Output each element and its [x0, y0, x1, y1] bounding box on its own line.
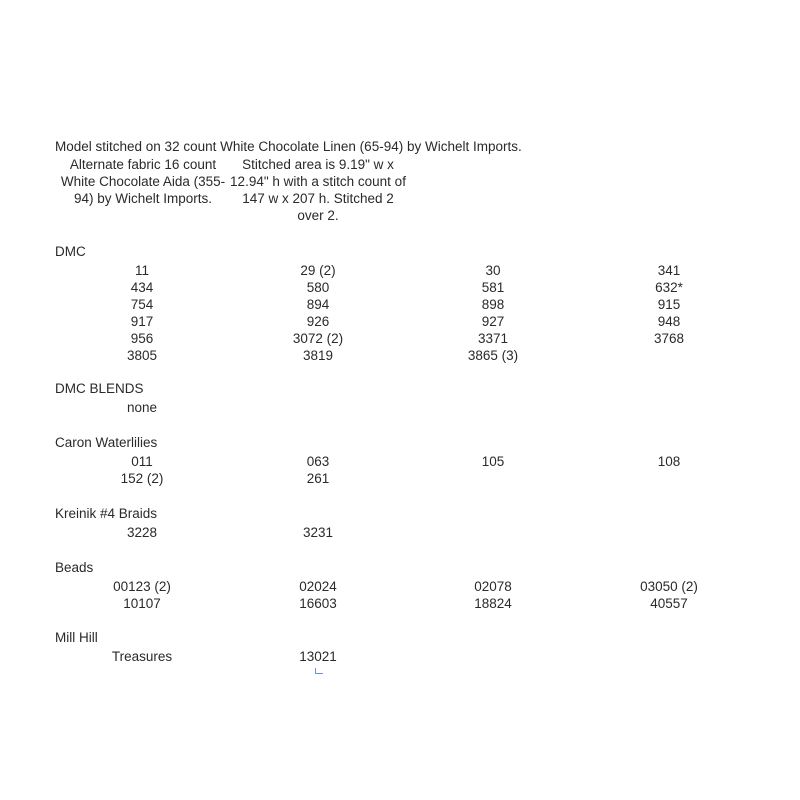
section-title-dmc: DMC — [55, 244, 86, 259]
thread-cell: 754 — [130, 297, 154, 312]
thread-cell: 3371 — [477, 331, 509, 346]
table-row — [55, 648, 755, 665]
thread-cell: 152 (2) — [120, 471, 164, 486]
dmc-grid — [55, 262, 755, 364]
table-row — [55, 470, 755, 487]
bead-cell: 18824 — [474, 596, 512, 611]
thread-cell: 927 — [481, 314, 505, 329]
thread-cell: 3072 (2) — [292, 331, 344, 346]
thread-cell: 956 — [130, 331, 154, 346]
thread-cell: 632* — [655, 280, 683, 295]
thread-cell: 3819 — [302, 348, 334, 363]
thread-cell: 898 — [481, 297, 505, 312]
thread-cell: 108 — [657, 454, 681, 469]
thread-cell: none — [126, 400, 158, 415]
thread-cell: 341 — [657, 263, 681, 278]
section-title-dmc-blends: DMC BLENDS — [55, 381, 144, 396]
thread-cell: 105 — [481, 454, 505, 469]
table-row — [55, 399, 755, 416]
thread-cell: 926 — [306, 314, 330, 329]
text-cursor-mark — [315, 668, 323, 674]
thread-cell: 915 — [657, 297, 681, 312]
bead-cell: 10107 — [123, 596, 161, 611]
thread-cell: 948 — [657, 314, 681, 329]
thread-cell: 3228 — [126, 525, 158, 540]
table-row — [55, 453, 755, 470]
thread-cell: 011 — [131, 454, 153, 469]
bead-cell: 00123 (2) — [113, 579, 171, 594]
alternate-fabric-note: Alternate fabric 16 count White Chocolate Aida (355-94) by Wichelt Imports. — [60, 157, 226, 206]
table-row — [55, 279, 755, 296]
table-row — [55, 330, 755, 347]
bead-cell: 40557 — [650, 596, 688, 611]
bead-cell: Treasures — [111, 649, 173, 664]
thread-cell: 894 — [306, 297, 330, 312]
kreinik-braids-grid — [55, 524, 755, 541]
table-row — [55, 347, 755, 364]
stitched-area-note: Stitched area is 9.19" w x 12.94" h with a stitch count of 147 w x 207 h. Stitched 2 over 2. — [230, 157, 406, 223]
thread-cell: 29 (2) — [300, 263, 336, 278]
bead-cell: 16603 — [299, 596, 337, 611]
thread-cell: 580 — [306, 280, 330, 295]
thread-cell: 3768 — [653, 331, 685, 346]
table-row — [55, 595, 755, 612]
bead-cell: 02024 — [299, 579, 337, 594]
section-title-kreinik-braids: Kreinik #4 Braids — [55, 506, 158, 521]
thread-cell: 581 — [481, 280, 505, 295]
thread-cell: 3865 (3) — [467, 348, 519, 363]
thread-cell: 11 — [134, 263, 149, 278]
section-title-beads: Beads — [55, 560, 94, 575]
section-title-mill-hill: Mill Hill — [55, 630, 98, 645]
mill-hill-grid — [55, 648, 755, 665]
bead-cell: 03050 (2) — [640, 579, 698, 594]
intro-text: Model stitched on 32 count White Chocolate Linen (65-94) by Wichelt Imports. — [55, 139, 522, 154]
thread-cell: 063 — [306, 454, 330, 469]
bead-cell: 02078 — [474, 579, 512, 594]
thread-cell: 3805 — [126, 348, 158, 363]
table-row — [55, 524, 755, 541]
section-title-caron-waterlilies: Caron Waterlilies — [55, 435, 158, 450]
thread-cell: 434 — [130, 280, 154, 295]
dmc-blends-grid — [55, 399, 755, 416]
beads-grid — [55, 578, 755, 612]
thread-cell: 30 — [485, 263, 501, 278]
bead-cell: 13021 — [299, 649, 337, 664]
table-row — [55, 262, 755, 279]
thread-cell: 261 — [306, 471, 330, 486]
table-row — [55, 578, 755, 595]
caron-waterlilies-grid — [55, 453, 755, 487]
thread-cell: 3231 — [302, 525, 334, 540]
table-row — [55, 296, 755, 313]
thread-cell: 917 — [130, 314, 154, 329]
table-row — [55, 313, 755, 330]
